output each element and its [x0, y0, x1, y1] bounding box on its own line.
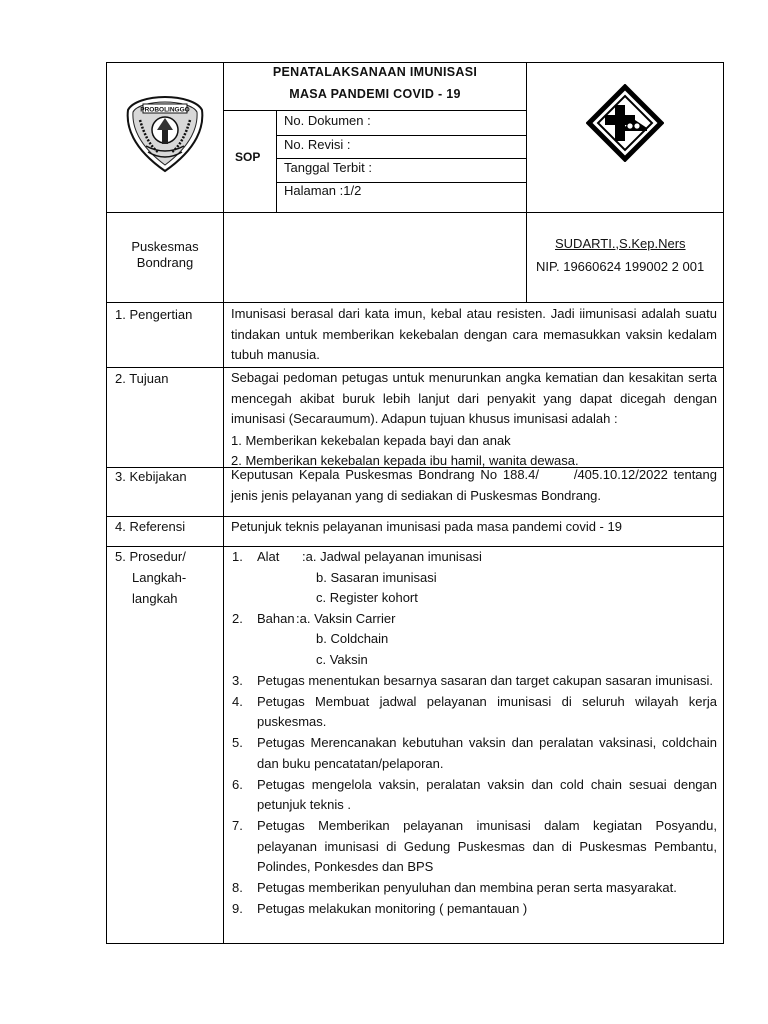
procedure-step-number: 8. [232, 880, 243, 896]
procedure-step-number: 9. [232, 900, 243, 916]
procedure-step [224, 775, 717, 816]
tanggal-terbit-field: Tanggal Terbit : [284, 160, 372, 175]
bahan-label: Bahan [257, 611, 295, 626]
section-text-referensi: Petunjuk teknis pelayanan imunisasi pada masa pandemi covid - 19 [231, 519, 622, 534]
procedure-step [224, 878, 717, 899]
regency-seal-logo [124, 94, 206, 174]
halaman-field: Halaman :1/2 [284, 183, 362, 198]
bahan-item-a: :a. Vaksin Carrier [296, 611, 396, 626]
bahan-item-b: b. Coldchain [316, 631, 389, 646]
section-text-kebijakan: Keputusan Kepala Puskesmas Bondrang No 188.4/ /405.10.12/2022 tentang jenis jenis pelayanan yang di sediakan di Puskesmas Bondrang. [231, 467, 721, 503]
puskesmas-name-line2: Bondrang [136, 255, 194, 270]
procedure-step-text: Petugas Memberikan pelayanan imunisasi dalam kegiatan Posyandu, pelayanan imunisasi di Gedung Puskesmas dan di Puskesmas Pembantu, Polindes, Ponkesdes dan BPS [257, 817, 717, 875]
procedure-step [224, 816, 717, 878]
puskesmas-cross-logo-icon [586, 84, 664, 162]
no-dokumen-field: No. Dokumen : [284, 113, 371, 128]
procedure-step-text: Petugas memberikan penyuluhan dan membina peran serta masyarakat. [257, 880, 677, 896]
section-label-referensi: 4. Referensi [115, 519, 186, 534]
procedure-step [224, 899, 717, 920]
alat-number: 1. [232, 549, 243, 564]
procedure-step-text: Petugas Membuat jadwal pelayanan imunisasi di seluruh wilayah kerja puskesmas. [257, 693, 717, 730]
procedure-step [224, 733, 717, 774]
procedure-step-number: 3. [232, 673, 243, 688]
procedure-step-number: 4. [232, 693, 243, 709]
head-nip: NIP. 19660624 199002 2 001 [536, 259, 705, 274]
section-label-langkah: Langkah- [132, 570, 187, 585]
sop-label: SOP [235, 150, 261, 164]
section-label-langkah2: langkah [132, 591, 178, 606]
procedure-step [224, 692, 717, 733]
procedure-step-number: 7. [232, 817, 243, 833]
seal-banner-text: PROBOLINGGO [140, 106, 190, 114]
bahan-item-c: c. Vaksin [316, 652, 368, 667]
procedure-step-text: Petugas mengelola vaksin, peralatan vaksin dan cold chain sesuai dengan petunjuk teknis . [257, 776, 717, 813]
tujuan-item-2: 2. Memberikan kekebalan kepada ibu hamil, wanita dewasa. [231, 453, 579, 468]
no-revisi-field: No. Revisi : [284, 137, 351, 152]
document-title-line1: PENATALAKSANAAN IMUNISASI [272, 65, 478, 79]
alat-item-a: :a. Jadwal pelayanan imunisasi [302, 549, 482, 564]
alat-item-c: c. Register kohort [316, 590, 418, 605]
procedure-step-text: Petugas melakukan monitoring ( pemantauan ) [257, 900, 528, 916]
alat-label: Alat [257, 549, 280, 564]
alat-item-b: b. Sasaran imunisasi [316, 570, 437, 585]
section-label-pengertian: 1. Pengertian [115, 307, 193, 322]
procedure-step-number: 6. [232, 776, 243, 792]
procedure-step [224, 671, 717, 692]
procedure-step-text: Petugas Merencanakan kebutuhan vaksin dan peralatan vaksinasi, coldchain dan buku pencatatan/pelaporan. [257, 735, 717, 771]
document-title-line2: MASA PANDEMI COVID - 19 [289, 87, 461, 101]
section-label-kebijakan: 3. Kebijakan [115, 469, 187, 484]
section-text-pengertian: Imunisasi berasal dari kata imun, kebal atau resisten. Jadi iimunisasi adalah suatu tindakan untuk memberikan kekebalan dengan cara memasukkan vaksin kedalam tubuh manusia. [231, 306, 717, 362]
section-label-tujuan: 2. Tujuan [115, 371, 169, 386]
puskesmas-name-line1: Puskesmas [131, 239, 199, 254]
bahan-number: 2. [232, 611, 243, 626]
procedure-step-number: 5. [232, 735, 243, 751]
procedure-step-text: Petugas menentukan besarnya sasaran dan target cakupan sasaran imunisasi. [257, 673, 714, 688]
section-text-tujuan: Sebagai pedoman petugas untuk menurunkan angka kematian dan kesakitan serta mencegah akibat buruk lebih lanjut dari penyakit yang dapat dicegah dengan imunisasi (Secaraumum). Adapun tujuan khusus imunisasi adalah : [231, 370, 717, 426]
procedure-steps-list [224, 671, 717, 919]
tujuan-item-1: 1. Memberikan kekebalan kepada bayi dan anak [231, 433, 511, 448]
section-label-prosedur: 5. Prosedur/ [115, 549, 186, 564]
head-name: SUDARTI.,S.Kep.Ners [555, 236, 686, 251]
